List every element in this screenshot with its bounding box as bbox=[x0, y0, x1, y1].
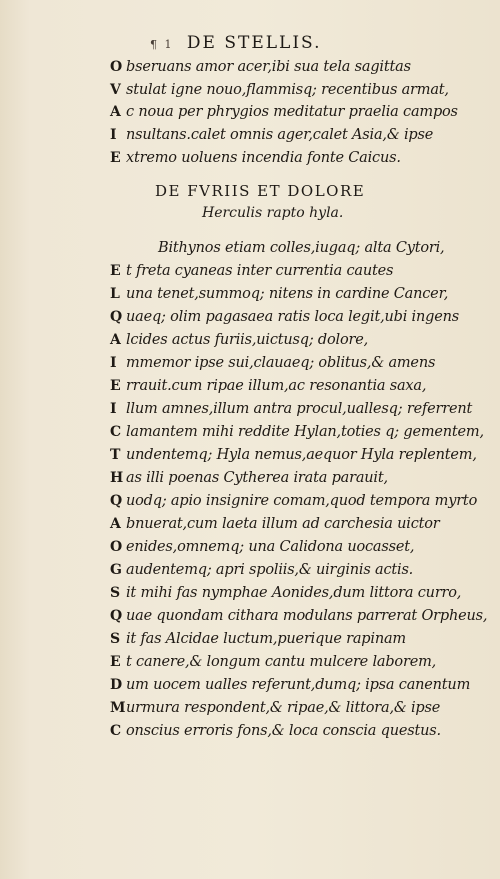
verse-line bbox=[110, 378, 426, 394]
verse-line bbox=[110, 470, 388, 486]
verse-line bbox=[110, 59, 411, 75]
verse-text: onscius erroris fons,& loca conscia questus. bbox=[126, 723, 441, 739]
verse-initial: E bbox=[110, 263, 121, 279]
verse-initial: O bbox=[110, 59, 122, 75]
verse-initial: C bbox=[110, 723, 121, 739]
verse-initial: A bbox=[110, 332, 121, 348]
verse-initial: Q bbox=[110, 608, 122, 624]
verse-line bbox=[110, 286, 448, 302]
verse-text: undentemq; Hyla nemus,aequor Hyla replentem, bbox=[126, 447, 477, 463]
verse-line bbox=[110, 447, 477, 463]
verse-text: xtremo uoluens incendia fonte Caicus. bbox=[126, 150, 401, 166]
verse-line bbox=[110, 82, 449, 98]
verse-initial: S bbox=[110, 631, 120, 647]
verse-initial: E bbox=[110, 150, 121, 166]
verse-text: lamantem mihi reddite Hylan,toties q; gementem, bbox=[126, 424, 484, 440]
verse-text: una tenet,summoq; nitens in cardine Cancer, bbox=[126, 286, 449, 302]
verse-initial: S bbox=[110, 585, 120, 601]
verse-line bbox=[110, 654, 436, 670]
verse-text: um uocem ualles referunt,dumq; ipsa canentum bbox=[126, 677, 471, 693]
verse-initial: C bbox=[110, 424, 121, 440]
verse-initial: H bbox=[110, 470, 124, 486]
verse-line bbox=[110, 355, 435, 371]
verse-initial: M bbox=[110, 700, 126, 716]
verse-text: llum amnes,illum antra procul,uallesq; referrent bbox=[126, 401, 473, 417]
verse-line bbox=[110, 562, 413, 578]
verse-line-first: Bithynos etiam colles,iugaq; alta Cytori, bbox=[158, 240, 445, 256]
verse-line bbox=[110, 631, 406, 647]
verse-text: lcides actus furiis,uictusq; dolore, bbox=[126, 332, 369, 348]
verse-line bbox=[110, 608, 487, 624]
verse-line bbox=[110, 585, 461, 601]
verse-line bbox=[110, 309, 459, 325]
verse-text: uodq; apio insignire comam,quod tempora myrto bbox=[126, 493, 478, 509]
verse-initial: Q bbox=[110, 309, 122, 325]
verse-line bbox=[110, 493, 477, 509]
verse-text: uae quondam cithara modulans parrerat Orpheus, bbox=[126, 608, 488, 624]
verse-line bbox=[110, 539, 414, 555]
verse-text: bnuerat,cum laeta illum ad carchesia uictor bbox=[126, 516, 440, 532]
verse-initial: E bbox=[110, 378, 121, 394]
verse-line bbox=[110, 677, 470, 693]
section-title: DE FVRIIS ET DOLORE bbox=[155, 182, 366, 200]
verse-initial: I bbox=[110, 127, 117, 143]
verse-text: nsultans.calet omnis ager,calet Asia,& ipse bbox=[126, 127, 434, 143]
verse-text: it mihi fas nymphae Aonides,dum littora curro, bbox=[126, 585, 462, 601]
verse-line bbox=[110, 332, 368, 348]
verse-line bbox=[110, 127, 433, 143]
verse-text: c noua per phrygios meditatur praelia campos bbox=[126, 104, 458, 120]
verse-initial: E bbox=[110, 654, 121, 670]
verse-initial: I bbox=[110, 355, 117, 371]
verse-text: urmura respondent,& ripae,& littora,& ipse bbox=[126, 700, 441, 716]
verse-text: as illi poenas Cytherea irata parauit, bbox=[126, 470, 388, 486]
verse-text: it fas Alcidae luctum,puerique rapinam bbox=[126, 631, 406, 647]
verse-text: mmemor ipse sui,clauaeq; oblitus,& amens bbox=[126, 355, 436, 371]
verse-initial: A bbox=[110, 516, 121, 532]
verse-text: audentemq; apri spoliis,& uirginis actis. bbox=[126, 562, 414, 578]
verse-initial: V bbox=[110, 82, 121, 98]
verse-line bbox=[110, 516, 440, 532]
running-title: DE STELLIS. bbox=[186, 33, 322, 53]
verse-line bbox=[110, 263, 393, 279]
verse-line bbox=[110, 150, 401, 166]
verse-initial: I bbox=[110, 401, 117, 417]
verse-initial: O bbox=[110, 539, 122, 555]
verse-line bbox=[110, 723, 441, 739]
verse-initial: G bbox=[110, 562, 122, 578]
verse-text: stulat igne nouo,flammisq; recentibus armat, bbox=[126, 82, 449, 98]
verse-text: t canere,& longum cantu mulcere laborem, bbox=[126, 654, 437, 670]
verse-text: t freta cyaneas inter currentia cautes bbox=[126, 263, 394, 279]
verse-text: uaeq; olim pagasaea ratis loca legit,ubi ingens bbox=[126, 309, 459, 325]
verse-initial: D bbox=[110, 677, 122, 693]
verse-line bbox=[110, 401, 472, 417]
verse-text: enides,omnemq; una Calidona uocasset, bbox=[126, 539, 415, 555]
page-marker: ¶ 1 bbox=[150, 38, 174, 51]
verse-text: rrauit.cum ripae illum,ac resonantia saxa, bbox=[126, 378, 427, 394]
verse-initial: T bbox=[110, 447, 121, 463]
verse-text: bseruans amor acer,ibi sua tela sagittas bbox=[126, 59, 411, 75]
verse-initial: A bbox=[110, 104, 121, 120]
verse-line bbox=[110, 700, 440, 716]
verse-initial: L bbox=[110, 286, 120, 302]
section-subtitle: Herculis rapto hyla. bbox=[202, 205, 344, 221]
verse-line bbox=[110, 424, 484, 440]
running-head bbox=[150, 33, 380, 53]
verse-line bbox=[110, 104, 458, 120]
verse-initial: Q bbox=[110, 493, 122, 509]
